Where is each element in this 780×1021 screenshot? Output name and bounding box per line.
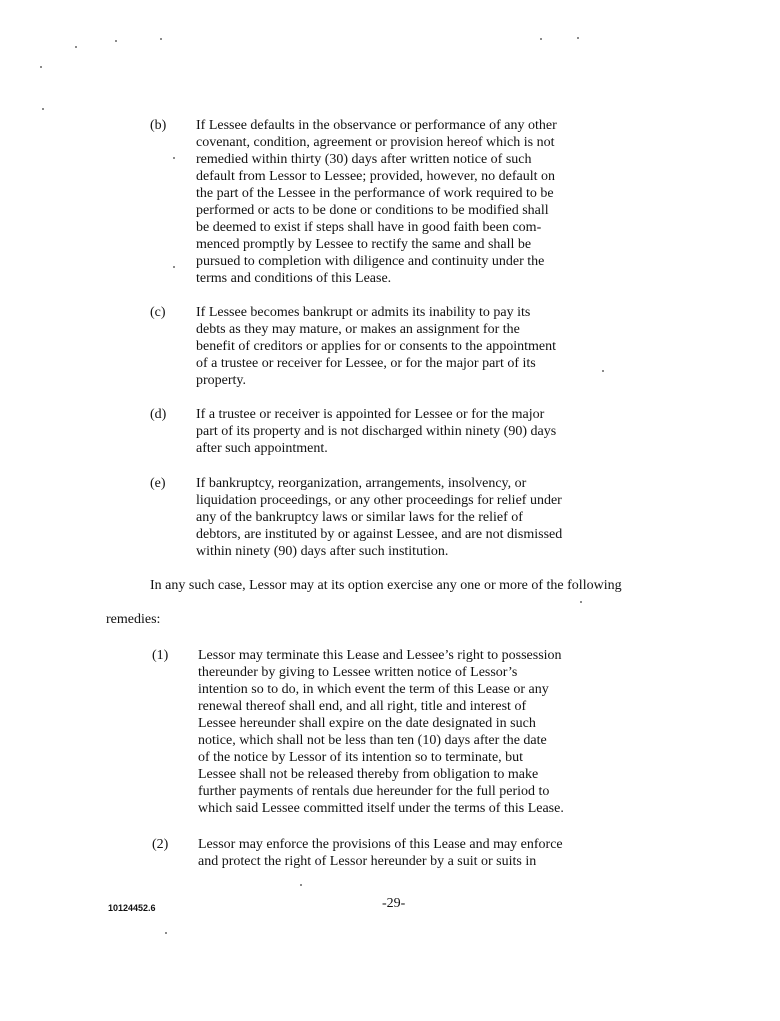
remedy-2 (152, 836, 612, 870)
clause-line: be deemed to exist if steps shall have in good faith been com- (196, 220, 542, 235)
clause-line: property. (196, 373, 247, 388)
scan-speck (540, 38, 542, 40)
scan-speck (165, 932, 167, 934)
clause-marker: (e) (150, 476, 166, 491)
clause-line: part of its property and is not discharged within ninety (90) days (196, 424, 557, 439)
clause-d (150, 406, 610, 457)
remedy-1 (152, 647, 612, 817)
clause-line: If Lessee becomes bankrupt or admits its inability to pay its (196, 305, 531, 320)
scan-speck (577, 37, 579, 39)
clause-c (150, 304, 610, 389)
remedy-line: which said Lessee committed itself under the terms of this Lease. (198, 801, 564, 816)
clause-line: covenant, condition, agreement or provision hereof which is not (196, 135, 555, 150)
remedy-line: notice, which shall not be less than ten (10) days after the date (198, 733, 547, 748)
remedy-line: renewal thereof shall end, and all right, title and interest of (198, 699, 527, 714)
remedy-text (198, 836, 612, 870)
clause-line: after such appointment. (196, 441, 328, 456)
remedy-line: Lessor may terminate this Lease and Lessee’s right to possession (198, 648, 562, 663)
scan-speck (300, 884, 302, 886)
clause-line: remedied within thirty (30) days after written notice of such (196, 152, 532, 167)
clause-line: the part of the Lessee in the performance of work required to be (196, 186, 554, 201)
clause-line: liquidation proceedings, or any other proceedings for relief under (196, 493, 562, 508)
remedy-line: thereunder by giving to Lessee written notice of Lessor’s (198, 665, 518, 680)
remedy-line: and protect the right of Lessor hereunder by a suit or suits in (198, 854, 537, 869)
clause-b (150, 117, 610, 287)
clause-marker: (c) (150, 305, 166, 320)
clause-text (196, 475, 610, 560)
clause-text (196, 406, 610, 457)
remedy-text (198, 647, 612, 817)
remedy-line: of the notice by Lessor of its intention so to terminate, but (198, 750, 524, 765)
clause-text (196, 304, 610, 389)
remedy-line: intention so to do, in which event the term of this Lease or any (198, 682, 549, 697)
clause-line: terms and conditions of this Lease. (196, 271, 392, 286)
clause-line: performed or acts to be done or conditions to be modified shall (196, 203, 549, 218)
clause-line: If a trustee or receiver is appointed for Lessee or for the major (196, 407, 545, 422)
document-id: 10124452.6 (108, 903, 156, 913)
clause-e (150, 475, 610, 560)
scan-speck (580, 601, 582, 603)
remedy-line: Lessee shall not be released thereby from obligation to make (198, 767, 539, 782)
scan-speck (42, 108, 44, 110)
clause-line: If bankruptcy, reorganization, arrangements, insolvency, or (196, 476, 527, 491)
clause-line: If Lessee defaults in the observance or performance of any other (196, 118, 557, 133)
clause-line: pursued to completion with diligence and continuity under the (196, 254, 545, 269)
clause-marker: (d) (150, 407, 167, 422)
clause-line: within ninety (90) days after such institution. (196, 544, 449, 559)
scan-speck (160, 38, 162, 40)
remedy-marker: (1) (152, 648, 169, 663)
remedies-intro: In any such case, Lessor may at its option exercise any one or more of the following (150, 578, 622, 593)
remedy-marker: (2) (152, 837, 169, 852)
remedy-line: further payments of rentals due hereunder for the full period to (198, 784, 550, 799)
scan-speck (115, 40, 117, 42)
page-number: -29- (382, 896, 406, 911)
clause-line: debts as they may mature, or makes an assignment for the (196, 322, 520, 337)
clause-text (196, 117, 610, 287)
clause-line: benefit of creditors or applies for or consents to the appointment (196, 339, 557, 354)
clause-line: debtors, are instituted by or against Lessee, and are not dismissed (196, 527, 563, 542)
clause-line: of a trustee or receiver for Lessee, or for the major part of its (196, 356, 536, 371)
scan-speck (75, 46, 77, 48)
remedies-intro-continued: remedies: (106, 612, 161, 627)
scan-speck (40, 66, 42, 68)
clause-marker: (b) (150, 118, 167, 133)
clause-line: default from Lessor to Lessee; provided, however, no default on (196, 169, 556, 184)
clause-line: any of the bankruptcy laws or similar laws for the relief of (196, 510, 523, 525)
remedy-line: Lessor may enforce the provisions of this Lease and may enforce (198, 837, 563, 852)
remedy-line: Lessee hereunder shall expire on the date designated in such (198, 716, 536, 731)
clause-line: menced promptly by Lessee to rectify the same and shall be (196, 237, 532, 252)
